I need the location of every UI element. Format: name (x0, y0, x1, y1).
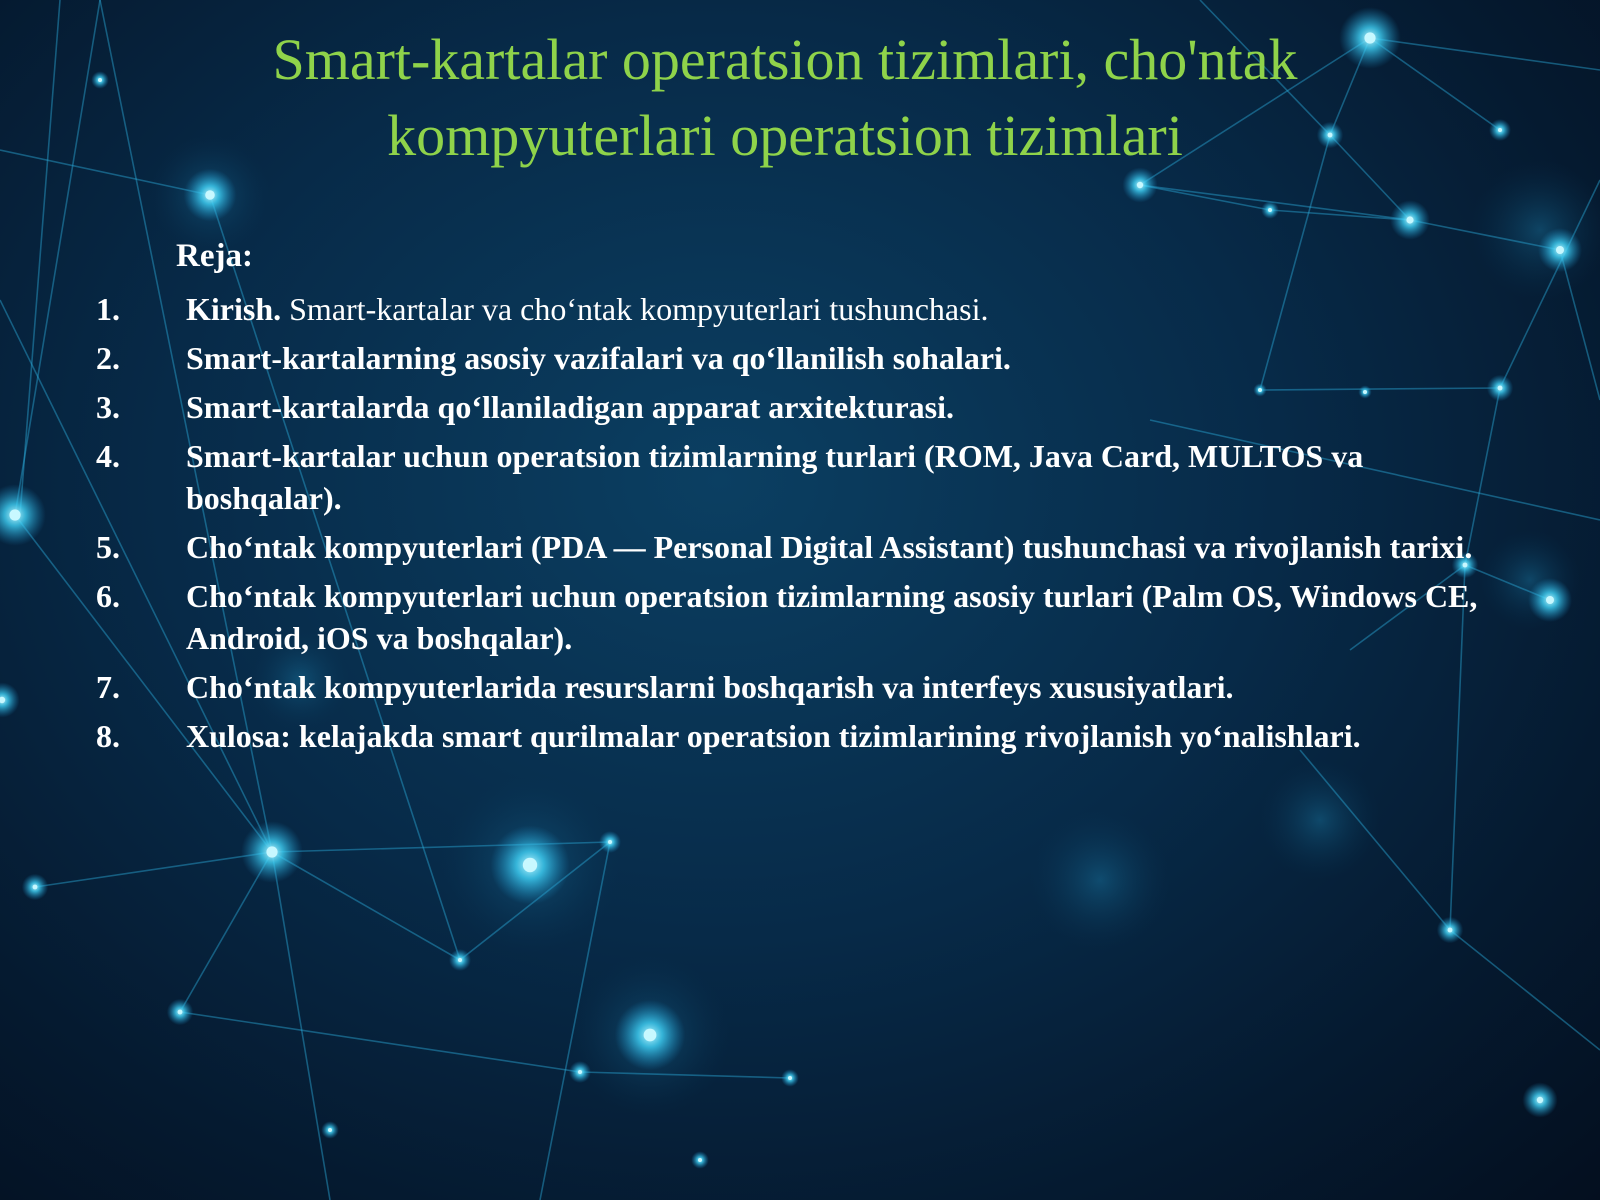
network-node (1448, 928, 1453, 933)
network-node (644, 1029, 657, 1042)
network-line (180, 1012, 580, 1072)
plan-item (96, 386, 1516, 428)
item-text: Smart-kartalarning asosiy vazifalari va qo‘llanilish sohalari. (186, 340, 1011, 376)
item-lead: Kirish. (186, 291, 282, 327)
network-node (1406, 216, 1413, 223)
plan-heading: Reja: (176, 238, 253, 274)
plan-item (96, 435, 1516, 519)
network-line (35, 852, 272, 887)
network-node (578, 1070, 582, 1074)
network-node (1137, 182, 1143, 188)
network-node (33, 885, 38, 890)
glow-haze (1260, 760, 1380, 880)
item-number: 2. (96, 340, 120, 376)
item-text (186, 288, 1516, 330)
network-node (698, 1158, 702, 1162)
network-line (1140, 185, 1270, 210)
item-text: Xulosa: kelajakda smart qurilmalar operatsion tizimlarining rivojlanish yo‘nalishlari. (186, 718, 1361, 754)
item-number: 3. (96, 389, 120, 425)
item-text: Smart-kartalarda qo‘llaniladigan apparat arxitekturasi. (186, 389, 955, 425)
item-text: Cho‘ntak kompyuterlari (PDA — Personal Digital Assistant) tushunchasi va rivojlanish tarixi. (186, 529, 1473, 565)
item-number: 4. (96, 438, 120, 474)
network-node (1498, 128, 1502, 132)
network-node (788, 1076, 792, 1080)
item-number: 5. (96, 529, 120, 565)
plan-item (96, 288, 1516, 330)
item-number: 6. (96, 578, 120, 614)
item-number: 7. (96, 669, 120, 705)
network-node (1546, 596, 1554, 604)
network-node (523, 858, 537, 872)
item-number: 1. (96, 291, 120, 327)
network-node (9, 509, 20, 520)
network-line (272, 852, 460, 960)
network-node (205, 190, 215, 200)
network-line (20, 0, 60, 515)
plan-item (96, 666, 1516, 708)
plan-list (96, 288, 1516, 757)
item-number: 8. (96, 718, 120, 754)
network-node (98, 78, 102, 82)
item-text: Smart-kartalar uchun operatsion tizimlarning turlari (ROM, Java Card, MULTOS va boshqalar). (186, 438, 1364, 516)
network-line (272, 852, 330, 1200)
item-body: Smart-kartalar va cho‘ntak kompyuterlari tushunchasi. (281, 291, 989, 327)
plan-item (96, 337, 1516, 379)
network-node-glow (0, 484, 46, 546)
plan-item (96, 575, 1516, 659)
network-line (1450, 930, 1600, 1050)
network-line (15, 0, 100, 515)
network-node (1537, 1097, 1543, 1103)
network-node (266, 846, 277, 857)
slide-title: Smart-kartalar operatsion tizimlari, cho'ntak kompyuterlari operatsion tizimlari (272, 27, 1298, 168)
network-node (1556, 246, 1564, 254)
network-node (1268, 208, 1272, 212)
plan-section (96, 236, 1516, 764)
network-node (178, 1010, 183, 1015)
glow-haze (1030, 810, 1170, 950)
plan-item (96, 715, 1516, 757)
network-node (458, 958, 462, 962)
network-node (608, 840, 612, 844)
network-node (328, 1128, 332, 1132)
item-text: Cho‘ntak kompyuterlarida resurslarni boshqarish va interfeys xususiyatlari. (186, 669, 1234, 705)
item-text: Cho‘ntak kompyuterlari uchun operatsion tizimlarning asosiy turlari (Palm OS, Windows CE, Android, iOS va boshqalar). (186, 578, 1478, 656)
plan-item (96, 526, 1516, 568)
